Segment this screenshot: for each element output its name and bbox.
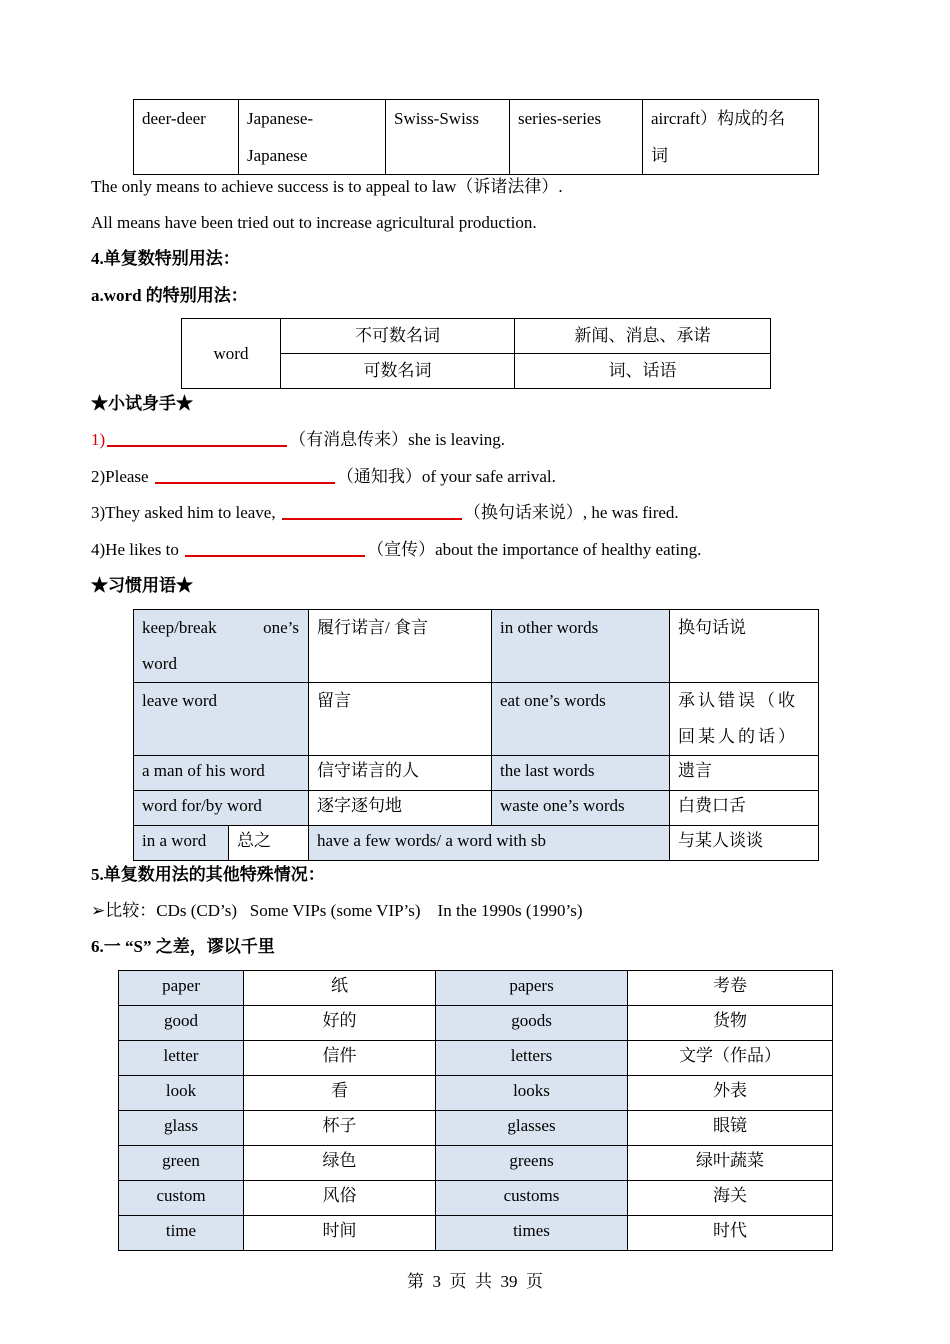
- answer-blank[interactable]: [282, 516, 462, 520]
- table-cell: word: [182, 319, 281, 389]
- table-cell: leave word: [134, 683, 309, 756]
- paragraph: All means have been tried out to increase agricultural production.: [91, 213, 537, 232]
- exercise-heading: ★小试身手★: [91, 394, 193, 413]
- exercise-item-2: [91, 467, 556, 487]
- table-cell: greens: [436, 1146, 628, 1181]
- s-difference-table: [118, 970, 833, 1251]
- table-cell: in a word: [134, 826, 229, 861]
- table-cell: 履行诺言/ 食言: [309, 610, 492, 683]
- table-cell: have a few words/ a word with sb: [309, 826, 670, 861]
- table-row: [119, 1181, 833, 1216]
- table-cell: in other words: [492, 610, 670, 683]
- item-text: （换句话来说）, he was fired.: [463, 503, 679, 522]
- table-cell: goods: [436, 1006, 628, 1041]
- exercise-item-1: [91, 430, 505, 450]
- section-heading: 5.单复数用法的其他特殊情况：: [91, 865, 325, 884]
- subsection-heading: a.word 的特别用法：: [91, 286, 248, 305]
- table-row: [119, 1216, 833, 1251]
- table-cell: good: [119, 1006, 244, 1041]
- table-cell: word for/by word: [134, 791, 309, 826]
- item-text: （通知我）of your safe arrival.: [336, 467, 556, 486]
- table-cell: 纸: [244, 971, 436, 1006]
- table-cell: paper: [119, 971, 244, 1006]
- table-cell: 时代: [628, 1216, 833, 1251]
- table-cell: waste one’s words: [492, 791, 670, 826]
- table-row: [119, 1146, 833, 1181]
- exercise-item-3: [91, 503, 679, 523]
- table-cell: [670, 683, 819, 756]
- table-cell: custom: [119, 1181, 244, 1216]
- item-text: 4)He likes to: [91, 540, 179, 559]
- table-cell: 海关: [628, 1181, 833, 1216]
- table-cell: a man of his word: [134, 756, 309, 791]
- table-row: [119, 1076, 833, 1111]
- answer-blank[interactable]: [185, 553, 365, 557]
- table-cell: 新闻、消息、承诺: [515, 319, 771, 354]
- idioms-heading: ★习惯用语★: [91, 576, 193, 595]
- table-cell: 好的: [244, 1006, 436, 1041]
- table-row: [119, 971, 833, 1006]
- item-text: （有消息传来）she is leaving.: [289, 430, 505, 449]
- table-cell: 时间: [244, 1216, 436, 1251]
- table-cell: times: [436, 1216, 628, 1251]
- cell-text: aircraft）构成的名 词: [651, 109, 786, 165]
- plural-same-table: [133, 99, 819, 175]
- table-cell: keep/break one’s word: [134, 610, 309, 683]
- table-cell: 遗言: [670, 756, 819, 791]
- table-cell: 眼镜: [628, 1111, 833, 1146]
- item-number: 1): [91, 430, 106, 449]
- table-cell: 词、话语: [515, 354, 771, 389]
- compare-line: ➢比较：CDs (CD’s) Some VIPs (some VIP’s) In the 1990s (1990’s): [91, 901, 583, 920]
- item-text: （宣传）about the importance of healthy eating.: [367, 540, 702, 559]
- answer-blank[interactable]: [155, 480, 335, 484]
- table-cell: 逐字逐句地: [309, 791, 492, 826]
- table-cell: series-series: [510, 100, 643, 175]
- idioms-table: [133, 609, 819, 861]
- table-row: [119, 1006, 833, 1041]
- section-heading: 6.一 “S” 之差，谬以千里: [91, 937, 275, 956]
- table-cell: customs: [436, 1181, 628, 1216]
- cell-text: 承认错误（收回某人的话）: [678, 691, 798, 746]
- table-cell: 绿色: [244, 1146, 436, 1181]
- table-cell: 风俗: [244, 1181, 436, 1216]
- word-usage-table: [181, 318, 771, 389]
- table-cell: looks: [436, 1076, 628, 1111]
- table-cell: [643, 100, 819, 175]
- table-cell: [239, 100, 386, 175]
- answer-blank[interactable]: [107, 443, 287, 447]
- table-cell: 文学（作品）: [628, 1041, 833, 1076]
- table-cell: 看: [244, 1076, 436, 1111]
- table-cell: eat one’s words: [492, 683, 670, 756]
- table-cell: 白费口舌: [670, 791, 819, 826]
- table-cell: 杯子: [244, 1111, 436, 1146]
- item-text: 2)Please: [91, 467, 149, 486]
- exercise-item-4: [91, 540, 701, 560]
- table-cell: the last words: [492, 756, 670, 791]
- table-cell: deer-deer: [134, 100, 239, 175]
- cell-text: keep/break one’s: [142, 618, 299, 637]
- table-cell: 换句话说: [670, 610, 819, 683]
- table-row: [119, 1111, 833, 1146]
- cell-text: Japanese- Japanese: [247, 109, 314, 165]
- table-cell: 货物: [628, 1006, 833, 1041]
- table-cell: look: [119, 1076, 244, 1111]
- page-footer: 第 3 页 共 39 页: [407, 1272, 543, 1291]
- table-cell: papers: [436, 971, 628, 1006]
- table-cell: 不可数名词: [281, 319, 515, 354]
- table-cell: letter: [119, 1041, 244, 1076]
- table-cell: green: [119, 1146, 244, 1181]
- table-cell: 信守诺言的人: [309, 756, 492, 791]
- table-cell: time: [119, 1216, 244, 1251]
- section-heading: 4.单复数特别用法：: [91, 249, 240, 268]
- table-cell: 留言: [309, 683, 492, 756]
- table-cell: glass: [119, 1111, 244, 1146]
- table-cell: 信件: [244, 1041, 436, 1076]
- table-cell: 与某人谈谈: [670, 826, 819, 861]
- table-cell: letters: [436, 1041, 628, 1076]
- table-cell: 可数名词: [281, 354, 515, 389]
- paragraph: The only means to achieve success is to appeal to law（诉诸法律）.: [91, 177, 563, 196]
- item-text: 3)They asked him to leave,: [91, 503, 276, 522]
- table-cell: Swiss-Swiss: [386, 100, 510, 175]
- table-cell: 考卷: [628, 971, 833, 1006]
- table-cell: 外表: [628, 1076, 833, 1111]
- table-row: [119, 1041, 833, 1076]
- table-cell: 总之: [229, 826, 309, 861]
- table-cell: 绿叶蔬菜: [628, 1146, 833, 1181]
- table-cell: glasses: [436, 1111, 628, 1146]
